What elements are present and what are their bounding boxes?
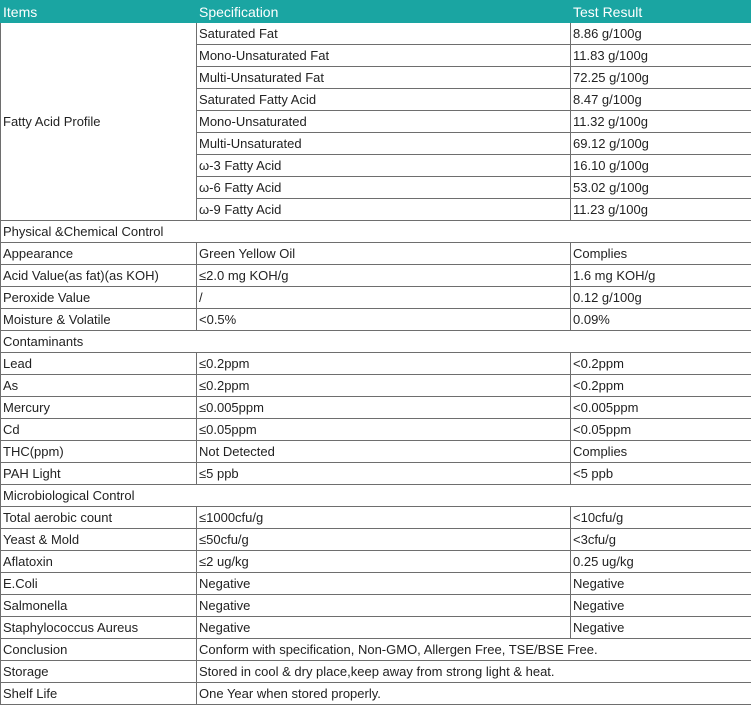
row-spec: Green Yellow Oil [197, 243, 571, 265]
row-result: <0.2ppm [571, 375, 751, 397]
row-spec: Negative [197, 595, 571, 617]
row-result: Complies [571, 243, 751, 265]
footer-value: One Year when stored properly. [197, 683, 751, 705]
row-spec: ≤50cfu/g [197, 529, 571, 551]
table-row [1, 265, 751, 287]
row-result: 16.10 g/100g [571, 155, 751, 177]
row-spec: Multi-Unsaturated [197, 133, 571, 155]
table-row [1, 507, 751, 529]
row-result: 1.6 mg KOH/g [571, 265, 751, 287]
row-result: 8.47 g/100g [571, 89, 751, 111]
row-spec: ω-6 Fatty Acid [197, 177, 571, 199]
table-row [1, 441, 751, 463]
row-result: 69.12 g/100g [571, 133, 751, 155]
row-item: Moisture & Volatile [1, 309, 197, 331]
row-spec: ≤2.0 mg KOH/g [197, 265, 571, 287]
table-row [1, 23, 751, 45]
row-spec: ≤0.05ppm [197, 419, 571, 441]
table-row [1, 353, 751, 375]
footer-label: Conclusion [1, 639, 197, 661]
row-result: 0.09% [571, 309, 751, 331]
row-item: Salmonella [1, 595, 197, 617]
row-item: Staphylococcus Aureus [1, 617, 197, 639]
row-item: PAH Light [1, 463, 197, 485]
row-item: Appearance [1, 243, 197, 265]
row-spec: Multi-Unsaturated Fat [197, 67, 571, 89]
row-spec: ≤5 ppb [197, 463, 571, 485]
section-row-contaminants [1, 331, 751, 353]
row-spec: / [197, 287, 571, 309]
row-item: Mercury [1, 397, 197, 419]
row-spec: Negative [197, 617, 571, 639]
row-result: <0.2ppm [571, 353, 751, 375]
footer-value: Conform with specification, Non-GMO, Allergen Free, TSE/BSE Free. [197, 639, 751, 661]
footer-value: Stored in cool & dry place,keep away from strong light & heat. [197, 661, 751, 683]
header-specification: Specification [197, 1, 571, 23]
row-result: 8.86 g/100g [571, 23, 751, 45]
table-row [1, 463, 751, 485]
row-item: Peroxide Value [1, 287, 197, 309]
row-item: E.Coli [1, 573, 197, 595]
footer-row-conclusion [1, 639, 751, 661]
footer-label: Storage [1, 661, 197, 683]
table-row [1, 309, 751, 331]
row-result: <3cfu/g [571, 529, 751, 551]
row-item: Total aerobic count [1, 507, 197, 529]
row-result: 0.12 g/100g [571, 287, 751, 309]
row-spec: ≤1000cfu/g [197, 507, 571, 529]
row-spec: Mono-Unsaturated [197, 111, 571, 133]
row-result: <10cfu/g [571, 507, 751, 529]
row-item: Cd [1, 419, 197, 441]
row-spec: Negative [197, 573, 571, 595]
row-item: Lead [1, 353, 197, 375]
table-row [1, 397, 751, 419]
header-row [1, 1, 751, 23]
footer-label: Shelf Life [1, 683, 197, 705]
row-result: 53.02 g/100g [571, 177, 751, 199]
fatty-acid-label: Fatty Acid Profile [1, 23, 197, 221]
row-result: Negative [571, 617, 751, 639]
section-title-micro: Microbiological Control [1, 485, 751, 507]
row-spec: <0.5% [197, 309, 571, 331]
row-result: 11.23 g/100g [571, 199, 751, 221]
row-result: 0.25 ug/kg [571, 551, 751, 573]
table-row [1, 595, 751, 617]
row-item: Yeast & Mold [1, 529, 197, 551]
table-row [1, 573, 751, 595]
section-row-micro [1, 485, 751, 507]
table-row [1, 243, 751, 265]
row-item: THC(ppm) [1, 441, 197, 463]
row-item: Aflatoxin [1, 551, 197, 573]
section-title-physical: Physical &Chemical Control [1, 221, 751, 243]
table-row [1, 617, 751, 639]
section-row-physical [1, 221, 751, 243]
footer-row-storage [1, 661, 751, 683]
row-spec: ≤2 ug/kg [197, 551, 571, 573]
row-item: As [1, 375, 197, 397]
row-spec: Mono-Unsaturated Fat [197, 45, 571, 67]
row-result: 11.32 g/100g [571, 111, 751, 133]
header-items: Items [1, 1, 197, 23]
row-spec: ≤0.2ppm [197, 353, 571, 375]
row-spec: ω-9 Fatty Acid [197, 199, 571, 221]
row-spec: Saturated Fat [197, 23, 571, 45]
footer-row-shelf-life [1, 683, 751, 705]
table-row [1, 375, 751, 397]
section-title-contaminants: Contaminants [1, 331, 751, 353]
row-spec: Not Detected [197, 441, 571, 463]
row-result: Negative [571, 573, 751, 595]
table-row [1, 529, 751, 551]
table-row [1, 419, 751, 441]
row-spec: ω-3 Fatty Acid [197, 155, 571, 177]
row-result: <0.05ppm [571, 419, 751, 441]
row-result: 72.25 g/100g [571, 67, 751, 89]
row-result: Negative [571, 595, 751, 617]
row-result: 11.83 g/100g [571, 45, 751, 67]
row-spec: ≤0.005ppm [197, 397, 571, 419]
row-result: <5 ppb [571, 463, 751, 485]
row-spec: Saturated Fatty Acid [197, 89, 571, 111]
row-spec: ≤0.2ppm [197, 375, 571, 397]
row-result: <0.005ppm [571, 397, 751, 419]
table-row [1, 287, 751, 309]
table-row [1, 551, 751, 573]
row-result: Complies [571, 441, 751, 463]
header-test-result: Test Result [571, 1, 751, 23]
row-item: Acid Value(as fat)(as KOH) [1, 265, 197, 287]
